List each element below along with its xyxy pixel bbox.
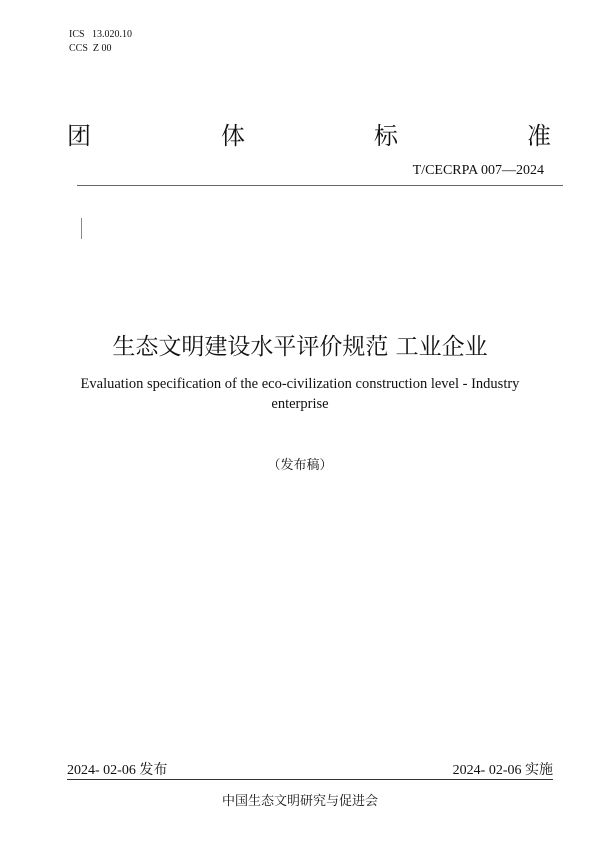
standard-type-char: 体 [221, 122, 245, 150]
ccs-code: CCS Z 00 [69, 43, 112, 54]
standard-type-char: 标 [374, 122, 398, 150]
draft-status: （发布稿） [267, 458, 333, 473]
standard-type-char: 团 [67, 122, 91, 150]
title-cn: 生态文明建设水平评价规范 工业企业 [112, 334, 488, 360]
text-cursor [81, 218, 82, 239]
implement-date: 2024- 02-06 实施 [452, 763, 553, 778]
standard-type-char: 准 [527, 122, 551, 150]
header-divider [77, 185, 563, 186]
title-en-line1: Evaluation specification of the eco-civilization construction level - Industry [80, 376, 520, 392]
publish-date: 2024- 02-06 发布 [67, 763, 168, 778]
ics-code: ICS 13.020.10 [69, 29, 133, 40]
title-en-line2: enterprise [271, 396, 329, 412]
standard-code: T/CECRPA 007—2024 [412, 163, 544, 178]
footer-divider [67, 779, 553, 780]
organization: 中国生态文明研究与促进会 [221, 794, 378, 809]
